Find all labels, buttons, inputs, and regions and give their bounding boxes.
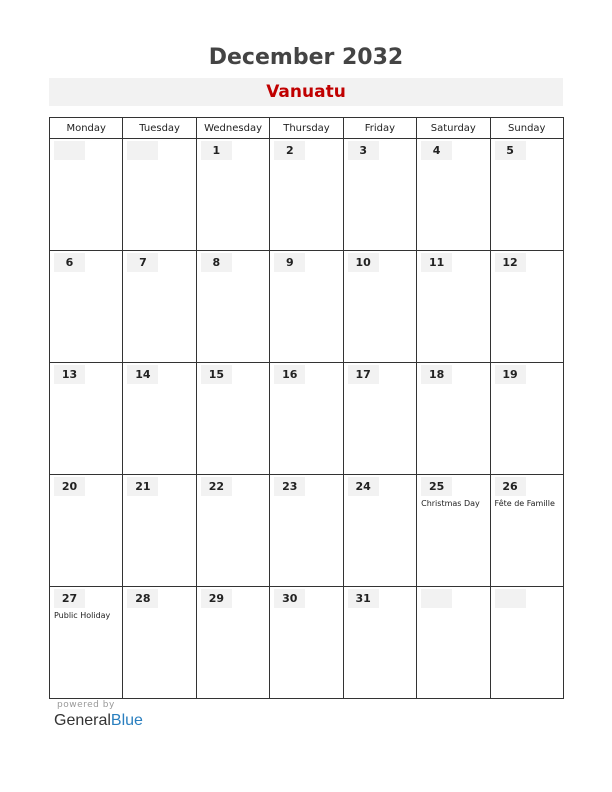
day-cell[interactable] bbox=[196, 139, 269, 251]
day-number: 1 bbox=[201, 141, 232, 160]
day-cell[interactable] bbox=[490, 139, 563, 251]
weekday-sunday: Sunday bbox=[490, 118, 563, 139]
calendar-title: December 2032 bbox=[208, 45, 404, 70]
day-number: 4 bbox=[421, 141, 452, 160]
day-number: 17 bbox=[348, 365, 379, 384]
day-number: 22 bbox=[201, 477, 232, 496]
week-row bbox=[50, 363, 564, 475]
day-cell[interactable] bbox=[50, 475, 123, 587]
week-row bbox=[50, 139, 564, 251]
day-number: 21 bbox=[127, 477, 158, 496]
day-number: 13 bbox=[54, 365, 85, 384]
day-number: 19 bbox=[495, 365, 526, 384]
powered-by-text: powered by bbox=[57, 700, 115, 710]
country-name: Vanuatu bbox=[266, 82, 346, 102]
day-number: 25 bbox=[421, 477, 452, 496]
day-cell[interactable] bbox=[196, 587, 269, 699]
day-number: 10 bbox=[348, 253, 379, 272]
day-cell[interactable] bbox=[270, 475, 343, 587]
day-number: 6 bbox=[54, 253, 85, 272]
day-number: 7 bbox=[127, 253, 158, 272]
weekday-tuesday: Tuesday bbox=[123, 118, 196, 139]
day-cell[interactable] bbox=[417, 251, 490, 363]
weekday-saturday: Saturday bbox=[417, 118, 490, 139]
brand-blue: Blue bbox=[110, 712, 143, 729]
day-cell[interactable] bbox=[196, 475, 269, 587]
day-cell[interactable] bbox=[50, 363, 123, 475]
weekday-wednesday: Wednesday bbox=[196, 118, 269, 139]
day-cell[interactable] bbox=[123, 587, 196, 699]
country-banner bbox=[49, 78, 563, 106]
day-number bbox=[127, 141, 158, 160]
day-cell[interactable] bbox=[196, 251, 269, 363]
holiday-label: Public Holiday bbox=[54, 611, 111, 620]
day-number: 3 bbox=[348, 141, 379, 160]
day-number: 14 bbox=[127, 365, 158, 384]
day-number bbox=[54, 141, 85, 160]
day-number: 11 bbox=[421, 253, 452, 272]
day-number: 2 bbox=[274, 141, 305, 160]
day-cell[interactable] bbox=[50, 587, 123, 699]
day-cell[interactable] bbox=[343, 475, 416, 587]
weekday-thursday: Thursday bbox=[270, 118, 343, 139]
day-number: 23 bbox=[274, 477, 305, 496]
day-cell[interactable] bbox=[417, 139, 490, 251]
day-cell[interactable] bbox=[123, 363, 196, 475]
day-number: 20 bbox=[54, 477, 85, 496]
calendar-grid bbox=[49, 117, 564, 699]
generalblue-logo[interactable] bbox=[54, 712, 143, 730]
day-cell[interactable] bbox=[417, 475, 490, 587]
weekday-header-row bbox=[50, 118, 564, 139]
day-cell[interactable] bbox=[417, 587, 490, 699]
day-number: 26 bbox=[495, 477, 526, 496]
day-number bbox=[495, 589, 526, 608]
day-cell[interactable] bbox=[270, 139, 343, 251]
weekday-friday: Friday bbox=[343, 118, 416, 139]
day-number bbox=[421, 589, 452, 608]
day-number: 12 bbox=[495, 253, 526, 272]
day-cell[interactable] bbox=[490, 475, 563, 587]
day-cell[interactable] bbox=[343, 587, 416, 699]
week-row bbox=[50, 251, 564, 363]
day-number: 18 bbox=[421, 365, 452, 384]
day-number: 30 bbox=[274, 589, 305, 608]
day-number: 15 bbox=[201, 365, 232, 384]
day-cell[interactable] bbox=[417, 363, 490, 475]
day-number: 28 bbox=[127, 589, 158, 608]
day-cell[interactable] bbox=[343, 363, 416, 475]
day-number: 8 bbox=[201, 253, 232, 272]
day-cell[interactable] bbox=[270, 363, 343, 475]
day-number: 16 bbox=[274, 365, 305, 384]
brand-general: General bbox=[54, 712, 111, 729]
day-cell[interactable] bbox=[123, 475, 196, 587]
day-cell[interactable] bbox=[490, 251, 563, 363]
holiday-label: Christmas Day bbox=[421, 499, 480, 508]
day-cell[interactable] bbox=[270, 251, 343, 363]
day-number: 24 bbox=[348, 477, 379, 496]
day-number: 29 bbox=[201, 589, 232, 608]
day-cell[interactable] bbox=[490, 587, 563, 699]
day-cell[interactable] bbox=[343, 251, 416, 363]
week-row bbox=[50, 475, 564, 587]
day-cell[interactable] bbox=[343, 139, 416, 251]
holiday-label: Fête de Famille bbox=[494, 499, 555, 508]
day-cell[interactable] bbox=[196, 363, 269, 475]
day-cell[interactable] bbox=[50, 251, 123, 363]
day-cell[interactable] bbox=[270, 587, 343, 699]
day-number: 5 bbox=[495, 141, 526, 160]
day-number: 27 bbox=[54, 589, 85, 608]
day-cell[interactable] bbox=[123, 251, 196, 363]
day-cell[interactable] bbox=[123, 139, 196, 251]
weekday-monday: Monday bbox=[50, 118, 123, 139]
day-number: 9 bbox=[274, 253, 305, 272]
day-cell[interactable] bbox=[490, 363, 563, 475]
week-row bbox=[50, 587, 564, 699]
day-number: 31 bbox=[348, 589, 379, 608]
day-cell[interactable] bbox=[50, 139, 123, 251]
